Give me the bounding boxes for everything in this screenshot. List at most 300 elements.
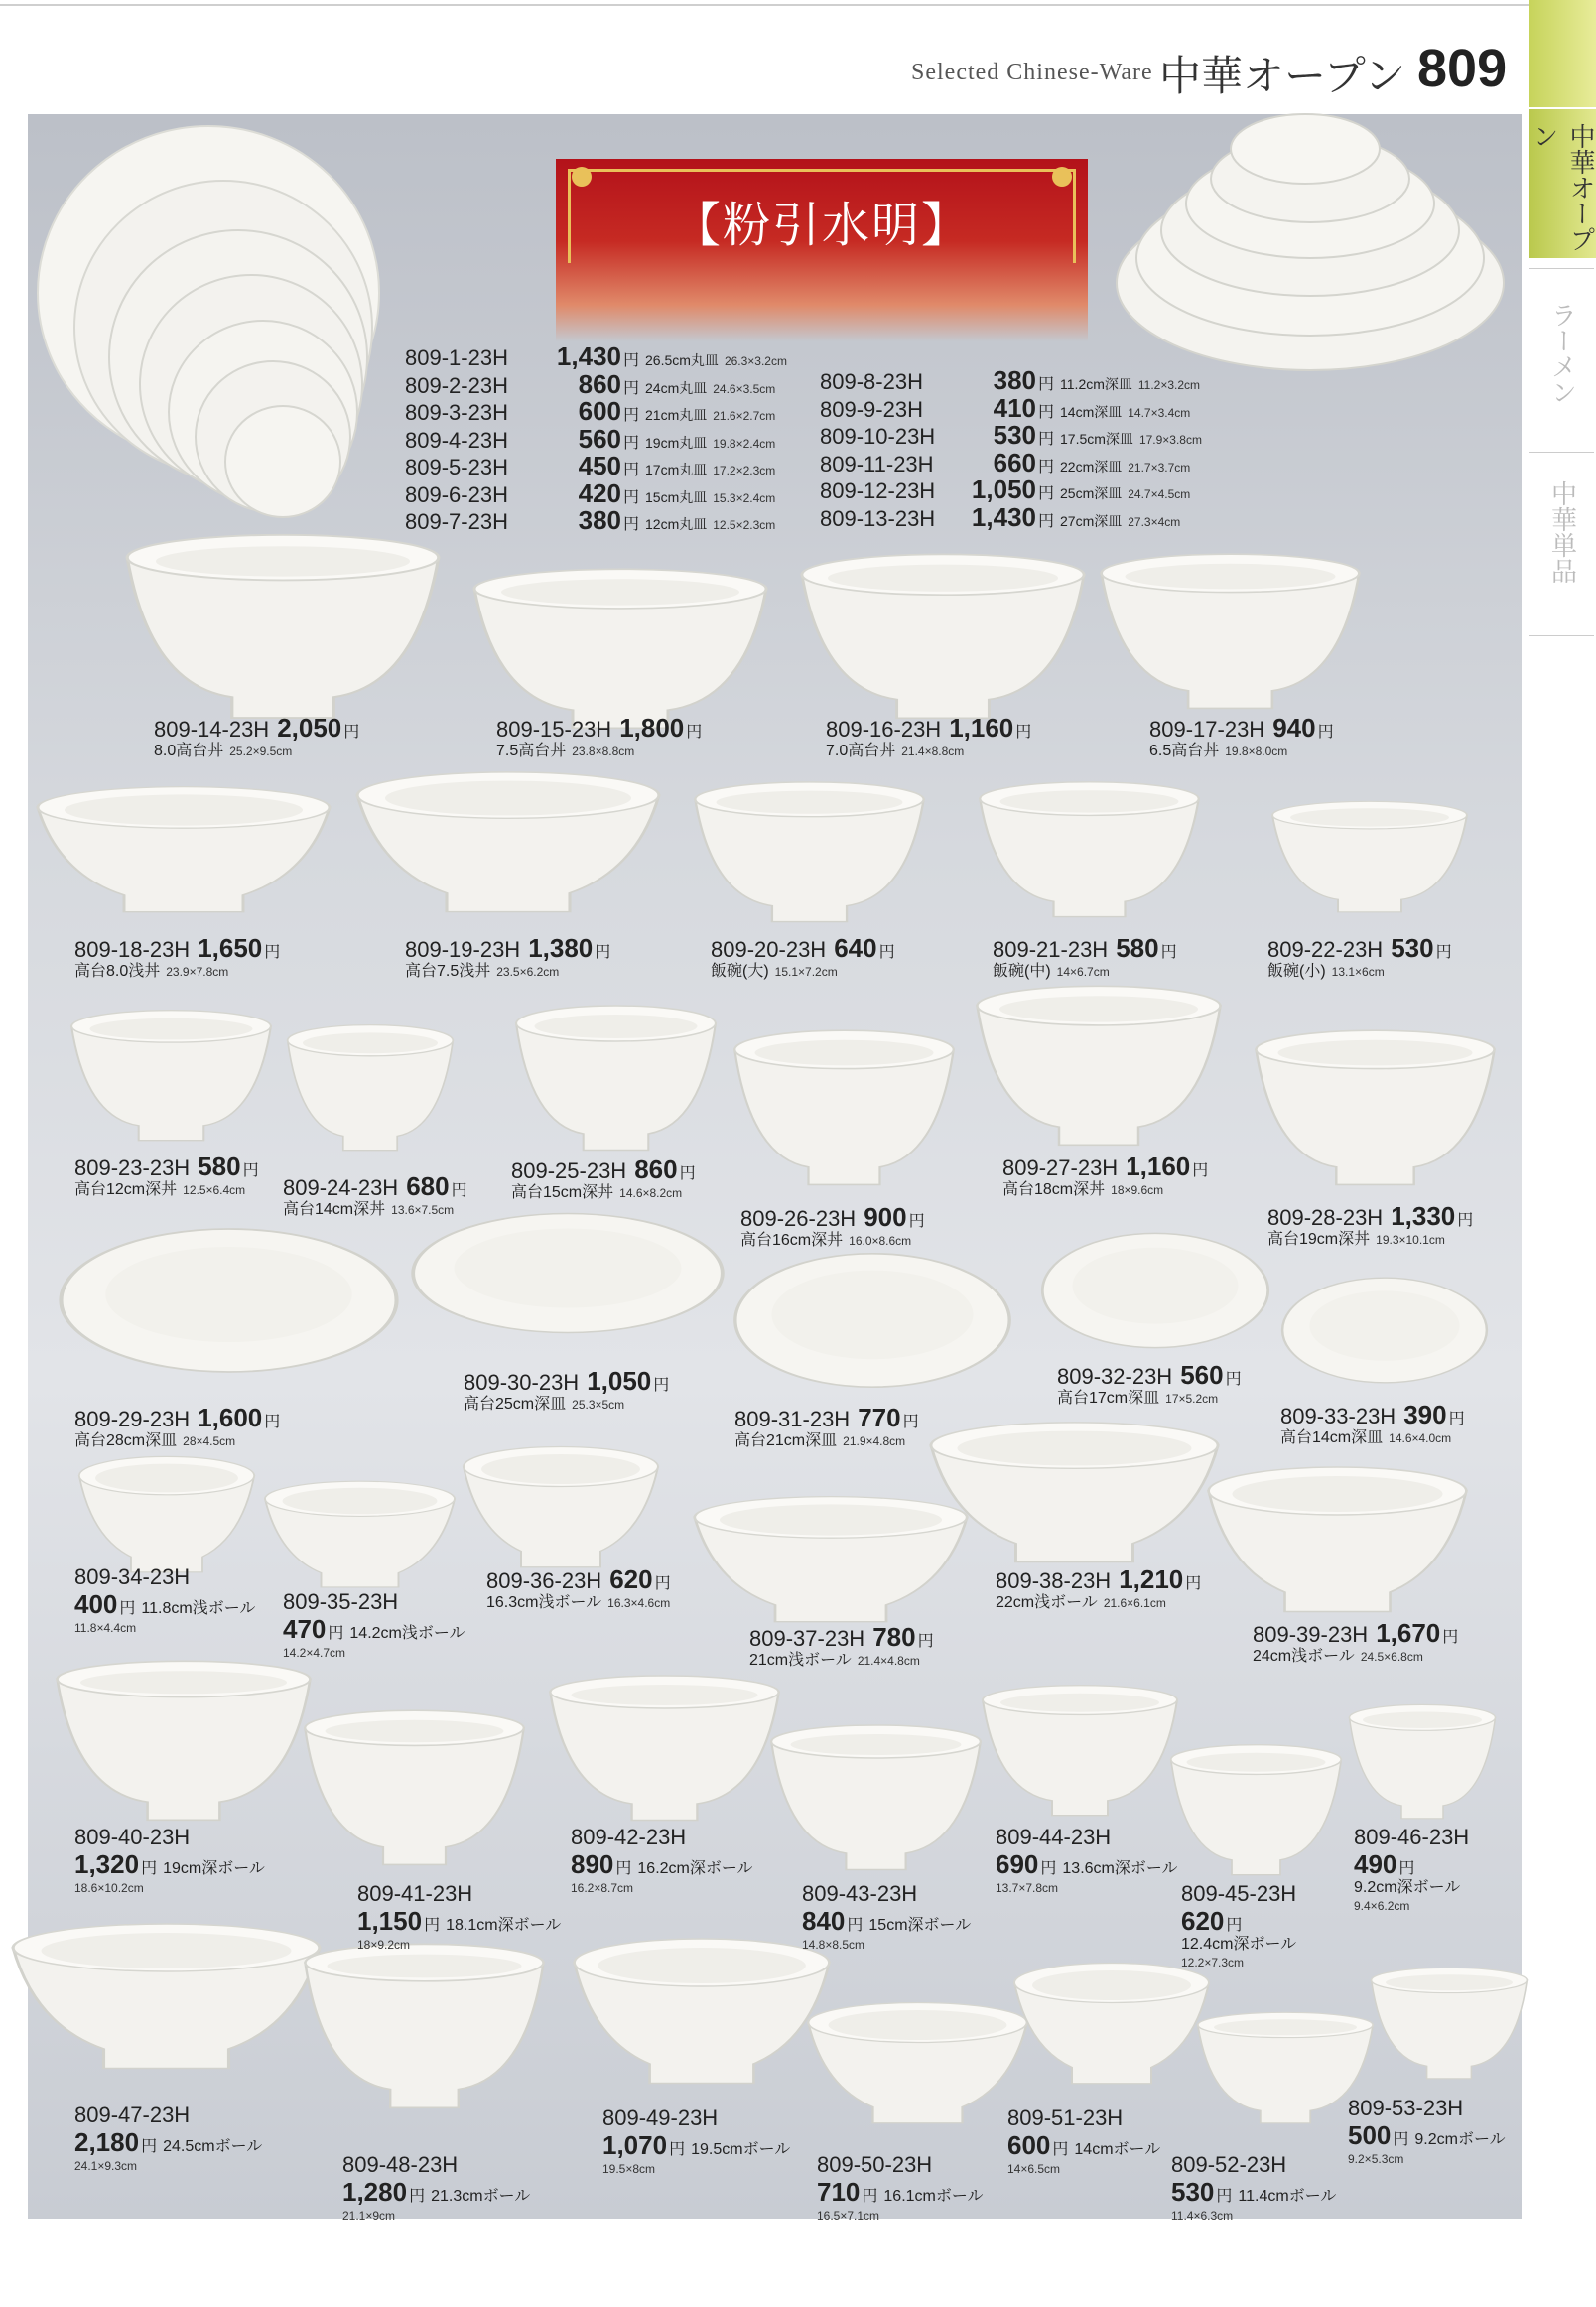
product-dimensions: 16.0×8.6cm [849,1234,912,1248]
item-line-4 [1354,1898,1469,1914]
item-line-3 [1354,1880,1469,1896]
spec-row [820,392,1191,423]
product-code: 809-32-23H [1057,1364,1173,1389]
product-dimensions: 15.3×2.4cm [713,490,776,505]
product-dimensions: 25.2×9.5cm [229,745,293,758]
bowl-image [572,1936,832,2085]
product-desc: 21cm浅ボール [749,1652,852,1669]
product-dimensions: 11.8×4.4cm [74,1621,137,1635]
product-code: 809-14-23H [154,717,270,742]
item-label [74,1827,265,1896]
yen-mark: 円 [1160,944,1177,961]
item-line-2 [996,1595,1201,1611]
yen-mark: 円 [862,2188,878,2205]
item-line-2 [496,744,702,759]
product-code: 809-33-23H [1280,1404,1396,1428]
product-code: 809-21-23H [993,937,1109,962]
product-code: 809-48-23H [342,2152,459,2177]
item-line-4 [1181,1955,1296,1970]
product-desc: 15cm丸皿 [645,488,708,505]
yen-mark: 円 [653,1377,670,1394]
product-code: 809-2-23H [405,372,508,398]
product-desc: 高台7.5浅丼 [405,963,491,980]
product-price: 1,800 [619,713,685,743]
item-line-1 [1267,1203,1473,1229]
product-price: 620 [609,1564,653,1594]
item-line-2 [993,964,1177,980]
top-rule [0,4,1529,6]
product-dimensions: 17.2×2.3cm [713,464,776,477]
product-price: 410 [993,392,1036,423]
product-dimensions: 14.2×4.7cm [283,1646,346,1660]
bowl-image [1169,1742,1343,1876]
product-desc: 高台17cm深皿 [1057,1390,1160,1407]
item-label [734,1405,919,1449]
yen-mark: 円 [1317,724,1334,741]
item-line-1 [740,1204,925,1230]
product-dimensions: 24.1×9.3cm [74,2159,138,2173]
product-dimensions: 24.5×6.8cm [1360,1650,1423,1664]
item-line-2 [283,1202,467,1218]
spec-row [820,422,1202,448]
item-line-1 [711,935,895,961]
product-price: 1,430 [971,501,1036,532]
bowl-image [799,551,1087,720]
product-desc: 9.2cm深ボール [1354,1879,1461,1896]
side-tab-chinese-open[interactable]: 中華オープン [1529,109,1596,258]
product-price: 840 [802,1906,846,1936]
product-price: 560 [1180,1360,1224,1390]
product-desc: 19cm深ボール [163,1860,265,1877]
product-dimensions: 21.4×8.8cm [901,745,965,758]
product-price: 620 [1181,1906,1225,1936]
product-dimensions: 12.5×2.3cm [713,518,776,532]
product-code: 809-34-23H [74,1564,191,1589]
yen-mark: 円 [1442,1629,1459,1646]
banner-ornament-icon [1052,167,1072,187]
product-dimensions: 18×9.6cm [1111,1183,1164,1197]
product-price: 2,180 [74,2127,140,2157]
product-price: 560 [578,423,621,454]
product-desc: 11.4cmボール [1238,2188,1337,2205]
item-label [496,715,702,759]
plate-image [732,1251,1012,1390]
yen-mark: 円 [242,1162,259,1179]
product-code: 809-18-23H [74,937,191,962]
product-dimensions: 21.6×6.1cm [1103,1596,1166,1610]
product-desc: 25cm深皿 [1060,485,1123,501]
item-label [357,1883,561,1953]
item-line-2 [749,1653,934,1669]
item-label [405,935,610,980]
item-line-2 [1348,2122,1506,2148]
item-line-3 [602,2161,790,2177]
product-desc: 高台19cm深丼 [1267,1231,1371,1248]
product-price: 640 [834,933,877,963]
item-label [571,1827,753,1896]
product-desc: 14.2cm浅ボール [349,1625,466,1642]
item-line-1 [74,935,280,961]
stacked-round-plates-image [35,124,402,541]
product-dimensions: 14×6.5cm [1007,2162,1061,2176]
product-desc: 7.0高台丼 [826,743,896,759]
item-line-2 [74,964,280,980]
product-price: 1,050 [971,475,1036,504]
product-code: 809-17-23H [1149,717,1265,742]
bowl-image [806,2000,1029,2124]
item-line-1 [496,715,702,741]
yen-mark: 円 [451,1182,467,1199]
item-line-3 [74,1620,255,1636]
product-desc: 8.0高台丼 [154,743,224,759]
item-line-2 [1253,1649,1458,1665]
item-line-3 [802,1937,971,1953]
item-label [74,935,280,980]
product-dimensions: 19.5×8cm [602,2162,656,2176]
product-price: 940 [1272,713,1316,743]
item-line-1 [1253,1620,1458,1646]
item-label [996,1827,1178,1896]
item-line-2 [711,964,895,980]
item-line-1 [1057,1362,1242,1388]
product-price: 400 [74,1589,118,1619]
item-line-2 [1280,1430,1465,1446]
bowl-image [354,769,662,913]
product-dimensions: 13.7×7.8cm [996,1881,1059,1895]
product-price: 470 [283,1614,327,1644]
item-line-1 [283,1173,467,1199]
product-code: 809-51-23H [1007,2105,1124,2130]
bowl-image [928,1420,1221,1563]
item-line-2 [74,1851,265,1877]
item-line-1 [486,1566,671,1592]
product-dimensions: 21.6×2.7cm [713,409,776,423]
bowl-image [1370,1966,1529,2080]
item-line-2 [740,1233,925,1249]
yen-mark: 円 [1038,485,1055,502]
spec-row [405,398,775,424]
product-price: 1,600 [198,1403,263,1432]
item-line-1 [1354,1827,1469,1848]
side-tab-chinese-single[interactable]: 中華単品 [1546,480,1577,584]
item-line-1 [74,2104,262,2126]
product-dimensions: 17×5.2cm [1165,1392,1219,1406]
product-code: 809-10-23H [820,424,936,449]
product-desc: 19.5cmボール [691,2141,791,2158]
product-desc: 高台15cm深丼 [511,1184,614,1201]
product-dimensions: 19.8×2.4cm [713,436,776,451]
series-banner [556,159,1088,341]
product-code: 809-38-23H [996,1568,1112,1593]
product-desc: 21cm丸皿 [645,407,708,423]
side-tab-ramen[interactable]: ラーメン [1546,302,1577,405]
item-line-2 [734,1433,919,1449]
item-label [74,2104,262,2174]
yen-mark: 円 [409,2188,426,2205]
plate-image [1280,1276,1489,1385]
yen-mark: 円 [669,2141,686,2158]
product-desc: 9.2cmボール [1414,2131,1506,2148]
product-code: 809-29-23H [74,1407,191,1431]
item-label [802,1883,971,1953]
item-line-2 [486,1595,671,1611]
product-price: 1,150 [357,1906,423,1936]
item-label [283,1591,466,1661]
product-price: 580 [198,1152,241,1181]
product-desc: 21.3cmボール [431,2188,531,2205]
product-desc: 飯碗(小) [1267,963,1326,980]
product-dimensions: 14.6×8.2cm [619,1186,683,1200]
product-desc: 26.5cm丸皿 [645,352,719,368]
product-code: 809-16-23H [826,717,942,742]
product-dimensions: 12.2×7.3cm [1181,1956,1245,1969]
product-desc: 19cm丸皿 [645,434,708,451]
product-price: 490 [1354,1849,1397,1879]
bowl-image [462,1444,660,1568]
item-line-1 [405,935,610,961]
product-dimensions: 21.7×3.7cm [1128,460,1191,475]
product-dimensions: 18.6×10.2cm [74,1881,144,1895]
spec-row [405,423,776,454]
bowl-image [981,1683,1179,1817]
product-dimensions: 15.1×7.2cm [774,965,838,979]
item-line-3 [342,2208,530,2224]
product-dimensions: 24.6×3.5cm [713,381,776,396]
product-desc: 16.1cmボール [883,2188,984,2205]
product-price: 600 [578,396,621,426]
product-code: 809-47-23H [74,2103,191,2127]
product-desc: 24.5cmボール [163,2138,263,2155]
product-desc: 24cm浅ボール [1253,1648,1355,1665]
side-divider [1529,635,1594,636]
item-label [486,1566,671,1611]
item-label [1253,1620,1458,1665]
item-label [817,2154,984,2224]
item-line-1 [817,2154,984,2176]
product-dimensions: 14.8×8.5cm [802,1938,865,1952]
product-desc: 11.2cm深皿 [1060,376,1132,392]
page-number: 809 [1417,39,1508,98]
product-dimensions: 9.2×5.3cm [1348,2152,1404,2166]
product-code: 809-37-23H [749,1626,865,1651]
product-price: 890 [571,1849,614,1879]
item-line-2 [1354,1851,1469,1877]
item-line-2 [571,1851,753,1877]
product-dimensions: 16.3×4.6cm [607,1596,671,1610]
product-dimensions: 14×6.7cm [1056,965,1110,979]
item-line-3 [74,1880,265,1896]
product-desc: 22cm浅ボール [996,1594,1098,1611]
product-code: 809-30-23H [464,1370,580,1395]
yen-mark: 円 [902,1414,919,1430]
product-desc: 高台18cm深丼 [1002,1181,1106,1198]
product-code: 809-8-23H [820,369,923,394]
product-dimensions: 14.7×3.4cm [1128,405,1191,420]
product-code: 809-27-23H [1002,1155,1119,1180]
bowl-image [693,779,926,923]
item-line-2 [283,1616,466,1642]
item-line-2 [1267,964,1452,980]
product-price: 660 [993,447,1036,477]
product-code: 809-24-23H [283,1175,399,1200]
plate-image [58,1226,400,1375]
item-line-1 [1171,2154,1336,2176]
item-line-2 [802,1908,971,1934]
product-code: 809-31-23H [734,1407,851,1431]
product-desc: 15cm深ボール [868,1917,972,1934]
product-code: 809-45-23H [1181,1881,1297,1906]
item-line-3 [571,1880,753,1896]
item-line-2 [405,964,610,980]
item-label [342,2154,530,2224]
product-dimensions: 11.4×6.3cm [1171,2209,1234,2223]
product-dimensions: 26.3×3.2cm [724,354,787,368]
spec-row [820,447,1191,477]
product-code: 809-52-23H [1171,2152,1287,2177]
product-code: 809-9-23H [820,396,923,422]
product-desc: 高台8.0浅丼 [74,963,161,980]
product-price: 1,670 [1376,1618,1441,1648]
item-line-1 [1002,1154,1208,1179]
yen-mark: 円 [1038,403,1055,421]
product-price: 420 [578,477,621,508]
yen-mark: 円 [623,462,640,478]
product-price: 860 [578,368,621,399]
product-desc: 高台25cm深皿 [464,1396,567,1413]
product-price: 530 [1391,933,1434,963]
product-price: 680 [406,1171,450,1201]
product-code: 809-53-23H [1348,2096,1464,2120]
product-price: 1,070 [602,2130,668,2160]
product-desc: 18.1cm深ボール [446,1917,562,1934]
header-english: Selected Chinese-Ware [911,60,1153,85]
item-line-1 [1181,1883,1296,1905]
product-price: 450 [578,451,621,480]
item-line-3 [283,1645,466,1661]
yen-mark: 円 [1038,458,1055,475]
item-line-1 [154,715,359,741]
yen-mark: 円 [1038,376,1055,393]
product-desc: 24cm丸皿 [645,379,708,396]
product-code: 809-1-23H [405,345,508,370]
banner-ornament-icon [572,167,592,187]
product-code: 809-3-23H [405,400,508,425]
product-price: 710 [817,2177,861,2207]
product-code: 809-50-23H [817,2152,933,2177]
yen-mark: 円 [908,1213,925,1230]
product-code: 809-7-23H [405,509,508,534]
product-price: 900 [864,1202,907,1232]
item-label [993,935,1177,980]
item-label [1149,715,1334,759]
product-price: 1,320 [74,1849,140,1879]
yen-mark: 円 [264,944,281,961]
product-dimensions: 28×4.5cm [183,1434,236,1448]
item-line-1 [357,1883,561,1905]
item-label [1280,1402,1465,1446]
product-dimensions: 16.5×7.1cm [817,2209,880,2223]
bowl-image [35,784,332,913]
yen-mark: 円 [623,434,640,452]
yen-mark: 円 [623,379,640,397]
product-dimensions: 21.9×4.8cm [843,1434,906,1448]
yen-mark: 円 [343,724,360,741]
product-desc: 高台28cm深皿 [74,1432,178,1449]
bowl-image [1099,551,1362,710]
yen-mark: 円 [1225,1371,1242,1388]
product-price: 580 [1116,933,1159,963]
yen-mark: 円 [1038,431,1055,448]
yen-mark: 円 [1192,1162,1209,1179]
product-price: 600 [1007,2130,1051,2160]
bowl-image [514,1003,718,1152]
product-price: 860 [634,1154,678,1184]
product-price: 2,050 [277,713,342,743]
yen-mark: 円 [264,1414,281,1430]
product-code: 809-6-23H [405,481,508,507]
bowl-image [732,1027,956,1186]
product-code: 809-43-23H [802,1881,918,1906]
product-desc: 飯碗(大) [711,963,769,980]
item-line-2 [1171,2179,1336,2205]
item-label [1348,2098,1506,2167]
product-price: 530 [1171,2177,1215,2207]
spec-row [405,477,776,508]
product-dimensions: 19.3×10.1cm [1376,1233,1445,1247]
product-dimensions: 18×9.2cm [357,1938,411,1952]
item-line-1 [1149,715,1334,741]
item-label [74,1154,259,1198]
product-dimensions: 9.4×6.2cm [1354,1899,1410,1913]
product-price: 1,330 [1391,1201,1456,1231]
product-dimensions: 14.6×4.0cm [1389,1431,1452,1445]
item-line-2 [74,1182,259,1198]
product-dimensions: 25.3×5cm [572,1398,625,1412]
item-line-3 [74,2158,262,2174]
yen-mark: 円 [1435,944,1452,961]
product-dimensions: 23.8×8.8cm [572,745,635,758]
item-line-1 [1007,2107,1160,2129]
product-price: 1,650 [198,933,263,963]
product-code: 809-49-23H [602,2105,719,2130]
item-label [711,935,895,980]
yen-mark: 円 [424,1917,441,1934]
yen-mark: 円 [1052,2141,1069,2158]
item-line-2 [342,2179,530,2205]
product-desc: 12cm丸皿 [645,516,708,532]
product-dimensions: 12.5×6.4cm [183,1183,246,1197]
item-line-2 [996,1851,1178,1877]
item-label [74,1566,255,1636]
header-japanese: 中華オープン [1159,52,1406,100]
bowl-image [263,1479,457,1588]
product-desc: 14cmボール [1074,2141,1161,2158]
item-line-3 [357,1937,561,1953]
yen-mark: 円 [847,1917,864,1934]
item-line-3 [996,1880,1178,1896]
item-line-1 [1348,2098,1506,2119]
product-price: 1,280 [342,2177,408,2207]
banner-title: 【粉引水明】 [672,198,971,253]
bowl-image [286,1022,455,1152]
product-desc: 高台21cm深皿 [734,1432,838,1449]
product-desc: 17.5cm深皿 [1060,431,1133,447]
yen-mark: 円 [119,1600,136,1617]
yen-mark: 円 [141,1860,158,1877]
item-label [74,1405,280,1449]
spec-row [405,507,775,533]
item-line-2 [817,2179,984,2205]
